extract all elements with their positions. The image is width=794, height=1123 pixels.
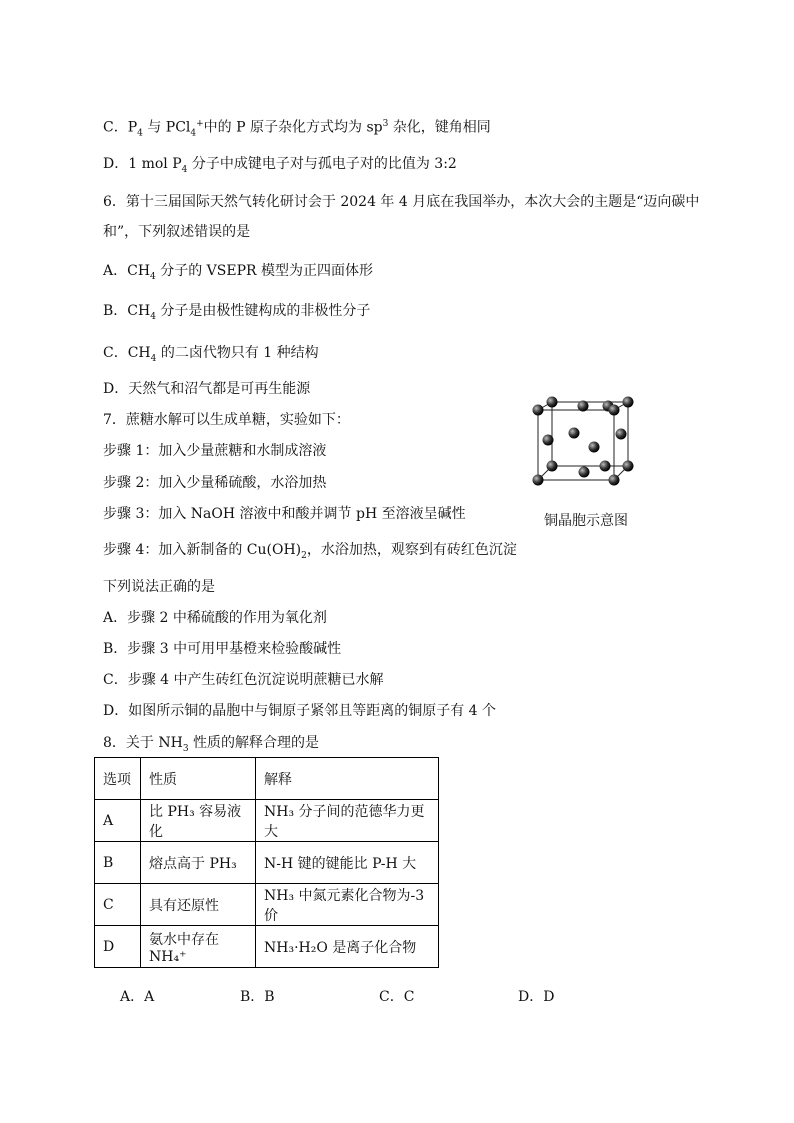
table-header-row bbox=[95, 758, 439, 800]
q7-question: 下列说法正确的是 bbox=[103, 579, 215, 595]
copper-atom bbox=[578, 401, 589, 412]
table-cell: NH₃·H₂O 是离子化合物 bbox=[256, 926, 439, 968]
option-letter: C． bbox=[103, 119, 128, 136]
text: 8．关于 NH bbox=[103, 735, 183, 751]
table-cell: 氨水中存在 NH₄⁺ bbox=[141, 926, 256, 968]
q7-step-1: 步骤 1：加入少量蔗糖和水制成溶液 bbox=[103, 443, 327, 459]
subscript: 4 bbox=[150, 311, 156, 322]
q7-option-c: C．步骤 4 中产生砖红色沉淀说明蔗糖已水解 bbox=[103, 672, 384, 688]
table-cell: D bbox=[95, 926, 141, 968]
formula-p4: P bbox=[127, 119, 138, 136]
superscript: + bbox=[196, 119, 204, 129]
formula: CH bbox=[127, 263, 151, 279]
copper-atom bbox=[533, 405, 544, 416]
copper-atom bbox=[609, 405, 620, 416]
copper-atom bbox=[579, 467, 590, 478]
copper-atom bbox=[623, 461, 634, 472]
superscript: 3 bbox=[382, 119, 389, 129]
text: 分子是由极性键构成的非极性分子 bbox=[155, 303, 371, 319]
q7-step-4 bbox=[103, 541, 517, 565]
q6-stem-line1: 6．第十三届国际天然气转化研讨会于 2024 年 4 月底在我国举办，本次大会的主题是“迈向碳中 bbox=[103, 194, 700, 210]
q5-option-c bbox=[103, 115, 491, 142]
q6-option-b bbox=[103, 302, 370, 326]
subscript: 2 bbox=[301, 550, 307, 561]
copper-atom bbox=[609, 475, 620, 486]
copper-atom bbox=[623, 397, 634, 408]
formula: CH bbox=[127, 303, 151, 319]
q6-option-d bbox=[103, 380, 310, 398]
text: 分子中成键电子对与孤电子对的比值为 3:2 bbox=[187, 156, 457, 172]
copper-atom bbox=[569, 428, 580, 439]
text: 天然气和沼气都是可再生能源 bbox=[128, 381, 311, 397]
copper-unit-cell-figure bbox=[528, 390, 636, 490]
figure-caption: 铜晶胞示意图 bbox=[544, 513, 628, 529]
table-cell: 比 PH₃ 容易液化 bbox=[141, 800, 256, 842]
q7-stem: 7．蔗糖水解可以生成单糖，实验如下： bbox=[103, 412, 350, 428]
table-cell: 具有还原性 bbox=[141, 884, 256, 926]
copper-atom bbox=[547, 397, 558, 408]
option-letter: D． bbox=[103, 156, 129, 172]
table-row bbox=[95, 800, 439, 842]
table-cell: B bbox=[95, 842, 141, 884]
table-cell: NH₃ 分子间的范德华力更大 bbox=[256, 800, 439, 842]
q7-step-2: 步骤 2：加入少量稀硫酸，水浴加热 bbox=[103, 475, 327, 491]
q8-answer-b: B．B bbox=[240, 989, 275, 1005]
header-cell: 性质 bbox=[141, 758, 256, 800]
copper-atom bbox=[543, 435, 554, 446]
subscript: 4 bbox=[190, 128, 197, 139]
q8-answer-d: D．D bbox=[518, 989, 555, 1005]
q8-answer-c: C．C bbox=[379, 989, 415, 1005]
subscript: 4 bbox=[137, 128, 143, 139]
table-row bbox=[95, 842, 439, 884]
text: 与 PCl bbox=[142, 119, 191, 136]
q6-option-a bbox=[103, 262, 373, 286]
text: 中的 P 原子杂化方式均为 sp bbox=[203, 119, 383, 136]
q6-stem-line2: 和”，下列叙述错误的是 bbox=[103, 224, 251, 240]
option-letter: B． bbox=[103, 303, 128, 319]
text: 杂化，键角相同 bbox=[388, 119, 491, 136]
text: 分子的 VSEPR 模型为正四面体形 bbox=[155, 263, 374, 279]
q7-option-d: D．如图所示铜的晶胞中与铜原子紧邻且等距离的铜原子有 4 个 bbox=[103, 703, 497, 719]
subscript: 4 bbox=[150, 353, 157, 364]
subscript: 4 bbox=[181, 164, 188, 175]
table-row bbox=[95, 926, 439, 968]
header-cell: 解释 bbox=[256, 758, 439, 800]
table-row bbox=[95, 884, 439, 926]
q7-option-a: A．步骤 2 中稀硫酸的作用为氧化剂 bbox=[103, 610, 327, 626]
copper-atom bbox=[547, 461, 558, 472]
text: 步骤 4：加入新制备的 Cu(OH) bbox=[103, 542, 302, 558]
option-letter: A． bbox=[103, 263, 128, 279]
formula: CH bbox=[127, 345, 151, 361]
text: 的二卤代物只有 1 种结构 bbox=[156, 345, 319, 361]
copper-atom bbox=[533, 475, 544, 486]
q5-option-d bbox=[103, 155, 457, 179]
table-cell: N-H 键的键能比 P-H 大 bbox=[256, 842, 439, 884]
subscript: 3 bbox=[182, 743, 189, 754]
copper-atom bbox=[616, 429, 627, 440]
q8-answer-a: A．A bbox=[120, 989, 155, 1005]
text: ，水浴加热，观察到有砖红色沉淀 bbox=[306, 542, 517, 558]
text: 性质的解释合理的是 bbox=[188, 735, 320, 751]
copper-atom bbox=[589, 442, 600, 453]
q8-table bbox=[94, 757, 439, 968]
subscript: 4 bbox=[150, 271, 156, 282]
option-letter: D． bbox=[103, 381, 129, 397]
q8-stem bbox=[103, 734, 319, 758]
q7-option-b: B．步骤 3 中可用甲基橙来检验酸碱性 bbox=[103, 641, 342, 657]
text: 1 mol P bbox=[128, 156, 182, 172]
option-letter: C． bbox=[103, 345, 128, 361]
q6-option-c bbox=[103, 344, 319, 368]
table-cell: C bbox=[95, 884, 141, 926]
header-cell: 选项 bbox=[95, 758, 141, 800]
table-cell: NH₃ 中氮元素化合物为-3 价 bbox=[256, 884, 439, 926]
table-cell: 熔点高于 PH₃ bbox=[141, 842, 256, 884]
table-cell: A bbox=[95, 800, 141, 842]
copper-atom bbox=[600, 461, 611, 472]
q7-step-3: 步骤 3：加入 NaOH 溶液中和酸并调节 pH 至溶液呈碱性 bbox=[103, 506, 466, 522]
